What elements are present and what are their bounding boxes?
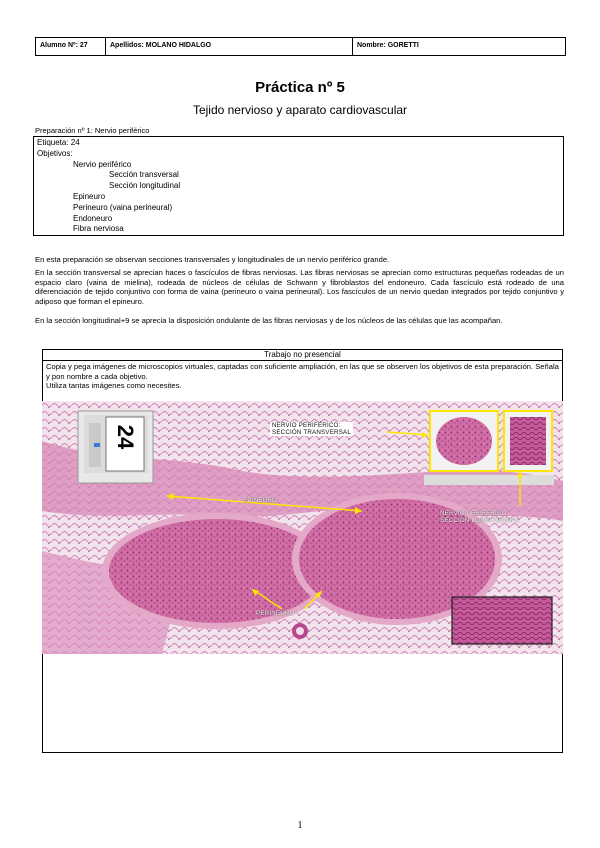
slide-label: Etiqueta: 24	[37, 138, 80, 147]
page-number: 1	[297, 820, 303, 831]
trabajo-instructions-text: Copia y pega imágenes de microscopios virtuales, captadas con suficiente ampliación, en las que se observen los objetivos de esta preparación. Señala y pon nombre a cada objetivo.	[46, 362, 559, 381]
page-title: Práctica nº 5	[255, 79, 345, 96]
trabajo-instructions-text-2: Utiliza tantas imágenes como necesites.	[46, 381, 182, 391]
objective-item: Sección transversal	[109, 170, 179, 180]
objective-item: Perineuro (vaina perineural)	[73, 202, 173, 212]
student-name: Nombre: GORETTI	[357, 42, 419, 49]
trabajo-heading: Trabajo no presencial	[43, 350, 562, 361]
objectives-label: Objetivos:	[37, 148, 73, 158]
label-transversal	[270, 422, 353, 436]
label-transversal-line1: NERVIO PERIFÉRICO:	[272, 422, 341, 429]
student-surname: Apellidos: MOLANO HIDALGO	[106, 38, 353, 55]
objective-item: Epineuro	[73, 191, 106, 201]
trabajo-instructions	[43, 361, 562, 392]
paragraph-longitudinal: En la sección longitudinal+9 se aprecia la disposición ondulante de las fibras nerviosas y de los núcleos de las células que las acompañan.	[35, 316, 503, 325]
label-perineuro: PERINEURO	[256, 610, 295, 617]
preparation-heading: Preparación nº 1: Nervio periférico	[35, 126, 150, 135]
objective-item: Nervio periférico	[73, 159, 132, 169]
micrograph-image	[42, 401, 563, 654]
label-transversal-line2: SECCIÓN TRANSVERSAL	[272, 429, 351, 436]
paragraph-transversal: En la sección transversal se aprecian haces o fascículos de fibras nerviosas. Las fibras nerviosas se aprecian como estructuras pequeñas rodeadas de un espacio claro (vaina de mielina), rodeada de núcleos de células de Schwann y fibroblastos del endoneuro. Cada fascículo está rodeado de una diferenciación de tejido conjuntivo con forma de vaina (perineuro o vaina perineural). Los fascículos de un nervio quedan integrados por tejido conjuntivo y adiposo que forman el epineuro.	[35, 268, 564, 306]
objective-item: Sección longitudinal	[109, 181, 181, 191]
objective-item: Fibra nerviosa	[73, 224, 124, 234]
student-number: Alumno Nº: 27	[36, 38, 106, 55]
objective-item: Endoneuro	[73, 213, 113, 223]
objectives-box	[33, 136, 564, 236]
label-longitudinal	[440, 510, 520, 524]
slide-number-label: 24	[113, 424, 138, 450]
label-epineuro: EPINEURO	[243, 497, 277, 504]
paragraph-intro: En esta preparación se observan secciones transversales y longitudinales de un nervio periférico grande.	[35, 255, 390, 264]
label-longitudinal-line2: SECCIÓN LONGITUDINAL	[440, 517, 520, 524]
label-longitudinal-line1: NERVIO PERIFÉRICO:	[440, 510, 509, 517]
page-subtitle: Tejido nervioso y aparato cardiovascular	[192, 103, 408, 117]
student-header	[35, 37, 566, 56]
micrograph-svg	[42, 401, 563, 654]
